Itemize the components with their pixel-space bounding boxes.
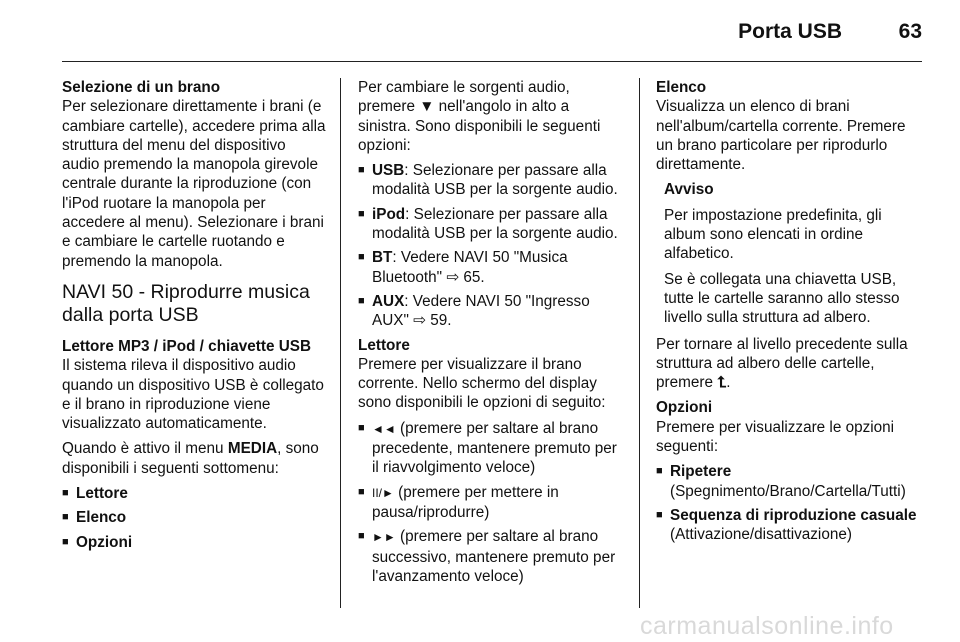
list-item: ■ ◄◄ (premere per saltare al brano precedente, mantenere premuto per il riavvolgimento veloce) <box>358 419 617 477</box>
bullet-icon: ■ <box>62 535 69 548</box>
section-heading-players: Lettore MP3 / iPod / chiavette USB <box>62 337 312 355</box>
bullet-icon: ■ <box>656 508 663 521</box>
watermark-text: carmanualsonline.info <box>640 612 894 640</box>
list-item: ■ USB: Selezionare per passare alla modalità USB per la sorgente audio. <box>358 162 618 199</box>
page-number: 63 <box>898 20 922 43</box>
rewind-icon: ◄◄ <box>372 421 396 436</box>
note-paragraph-2: Se è collegata una chiavetta USB, tutte le cartelle saranno allo stesso livello sulla struttura ad albero. <box>664 270 900 327</box>
bullet-icon: ■ <box>62 511 69 524</box>
list-item: ■ Opzioni <box>62 533 133 551</box>
section-heading-opzioni: Opzioni <box>656 399 713 417</box>
section-heading-elenco: Elenco <box>656 79 707 96</box>
section-heading-track-select: Selezione di un brano <box>62 79 221 96</box>
list-item: ■ Sequenza di riproduzione casuale (Attivazione/disattivazione) <box>656 506 917 544</box>
section-heading-lettore: Lettore <box>358 336 410 354</box>
page-title: Porta USB <box>738 20 842 43</box>
paragraph-opzioni: Premere per visualizzare le opzioni seguenti: <box>656 418 895 456</box>
note-box <box>656 180 922 327</box>
column-3 <box>656 78 922 550</box>
bullet-icon: ■ <box>656 465 663 478</box>
bullet-icon: ■ <box>358 294 365 307</box>
paragraph-lettore: Premere per visualizzare il brano corrente. Nello schermo del display sono disponibili le opzioni di seguito: <box>358 355 606 412</box>
bullet-icon: ■ <box>62 487 69 500</box>
list-item: ■ ►► (premere per saltare al brano successivo, mantenere premuto per l'avanzamento veloce) <box>358 528 616 585</box>
paragraph-elenco: Visualizza un elenco di brani nell'album/cartella corrente. Premere un brano particolare per riprodurlo direttamente. <box>656 98 906 174</box>
bullet-icon: ■ <box>358 530 365 543</box>
list-item: ■ Ripetere (Spegnimento/Brano/Cartella/Tutti) <box>656 463 906 500</box>
section-title-navi50: NAVI 50 - Riprodurre musica dalla porta USB <box>62 280 310 326</box>
header-rule <box>62 61 922 62</box>
play-pause-icon: II/► <box>372 485 394 500</box>
column-2 <box>358 78 624 591</box>
list-item: ■ Lettore <box>62 485 128 503</box>
note-paragraph-1: Per impostazione predefinita, gli album sono elencati in ordine alfabetico. <box>664 206 882 263</box>
bullet-icon: ■ <box>358 251 365 264</box>
column-divider-2 <box>639 78 640 608</box>
paragraph-track-select: Per selezionare direttamente i brani (e cambiare cartelle), accedere prima alla struttura del menu del dispositivo audio premendo la manopola girevole centrale durante la riproduzione (con l'iPod ruotare la manopola per accedere al menu). Selezionare i brani e cambiare le cartelle ruotando e premendo la manopola. <box>62 98 326 270</box>
fast-forward-icon: ►► <box>372 530 396 545</box>
column-1 <box>62 78 326 557</box>
column-divider-1 <box>340 78 341 608</box>
paragraph-media-menu: Quando è attivo il menu MEDIA, sono disponibili i seguenti sottomenu: <box>62 440 319 477</box>
list-item: ■ iPod: Selezionare per passare alla modalità USB per la sorgente audio. <box>358 205 618 243</box>
controls-list <box>358 419 624 586</box>
page-header <box>62 10 922 56</box>
list-item: ■ AUX: Vedere NAVI 50 "Ingresso AUX" ⇨ 59. <box>358 292 590 330</box>
list-item: ■ BT: Vedere NAVI 50 "Musica Bluetooth" ⇨ 65. <box>358 249 568 286</box>
sources-list <box>358 161 624 330</box>
bullet-icon: ■ <box>358 207 365 220</box>
bullet-icon: ■ <box>358 485 365 498</box>
submenu-list <box>62 484 326 552</box>
list-item: ■ II/► (premere per mettere in pausa/riprodurre) <box>358 483 559 521</box>
paragraph-back: Per tornare al livello precedente sulla struttura ad albero delle cartelle, premere ⮤. <box>656 335 908 392</box>
media-keyword: MEDIA <box>227 440 278 458</box>
bullet-icon: ■ <box>358 421 365 434</box>
paragraph-players: Il sistema rileva il dispositivo audio quando un dispositivo USB è collegato e il brano in riproduzione viene visualizzato automaticamente. <box>62 357 324 433</box>
list-item: ■ Elenco <box>62 509 127 527</box>
options-list <box>656 462 922 544</box>
bullet-icon: ■ <box>358 164 365 177</box>
paragraph-sources-intro: Per cambiare le sorgenti audio, premere ▼ nell'angolo in alto a sinistra. Sono disponibili le seguenti opzioni: <box>358 79 601 154</box>
note-heading: Avviso <box>664 181 714 199</box>
back-arrow-icon: ⮤ <box>717 374 727 392</box>
